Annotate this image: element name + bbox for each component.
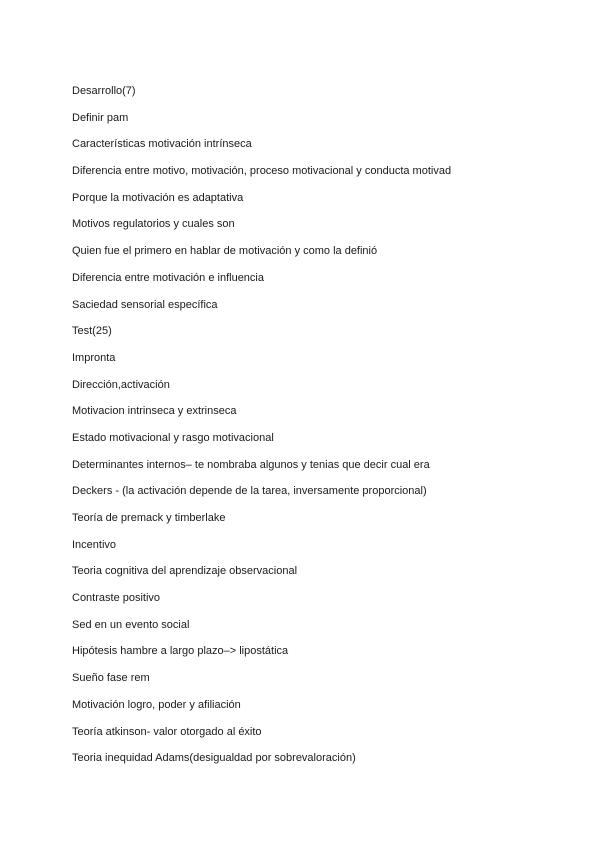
list-item: Teoria cognitiva del aprendizaje observacional	[72, 565, 298, 578]
list-item: Diferencia entre motivación e influencia	[72, 271, 264, 284]
list-item: Teoría atkinson- valor otorgado al éxito	[72, 725, 262, 738]
list-item: Test(25)	[72, 325, 112, 338]
list-item: Estado motivacional y rasgo motivacional	[72, 431, 274, 444]
list-item: Motivación logro, poder y afiliación	[72, 698, 241, 711]
list-item: Motivacion intrinseca y extrinseca	[72, 405, 237, 418]
list-item: Diferencia entre motivo, motivación, proceso motivacional y conducta motivad	[72, 165, 452, 178]
list-item: Teoria inequidad Adams(desigualdad por sobrevaloración)	[72, 752, 356, 765]
list-item: Sed en un evento social	[72, 618, 190, 631]
list-item: Impronta	[72, 351, 116, 364]
list-item: Desarrollo(7)	[72, 85, 136, 97]
list-item: Incentivo	[72, 538, 117, 551]
list-item: Hipótesis hambre a largo plazo–> lipostática	[72, 645, 289, 658]
list-item: Saciedad sensorial específica	[72, 298, 218, 311]
list-item: Características motivación intrínseca	[72, 138, 252, 151]
list-item: Contraste positivo	[72, 592, 161, 605]
list-item: Quien fue el primero en hablar de motivación y como la definió	[72, 245, 378, 258]
list-item: Determinantes internos– te nombraba algunos y tenias que decir cual era	[72, 458, 430, 471]
list-item: Teoría de premack y timberlake	[72, 512, 226, 524]
list-item: Definir pam	[72, 111, 129, 124]
list-item: Porque la motivación es adaptativa	[72, 191, 244, 204]
question-list	[72, 83, 572, 777]
list-item: Sueño fase rem	[72, 672, 150, 685]
list-item: Deckers - (la activación depende de la tarea, inversamente proporcional)	[72, 485, 427, 498]
list-item: Motivos regulatorios y cuales son	[72, 218, 235, 231]
list-item: Dirección,activación	[72, 378, 170, 391]
